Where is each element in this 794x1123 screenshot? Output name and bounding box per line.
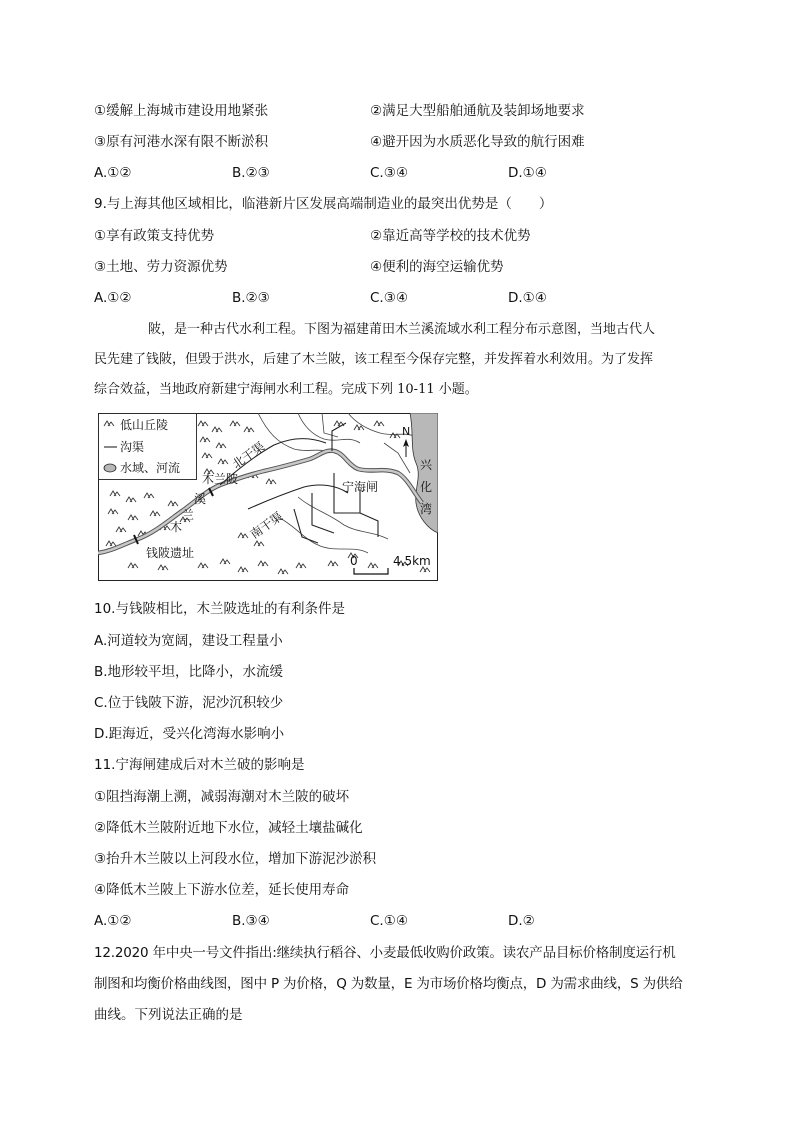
q8-option-3: ③原有河港水深有限不断淤积 bbox=[94, 134, 269, 150]
bay-label-char-1: 兴 bbox=[420, 458, 433, 472]
q9-option-2: ②靠近高等学校的技术优势 bbox=[370, 228, 531, 244]
q8-option-2: ②满足大型船舶通航及装卸场地要求 bbox=[370, 103, 585, 119]
river-label-char-1: 溪 bbox=[194, 492, 207, 506]
ninghai-gate-label: 宁海闸 bbox=[342, 480, 379, 494]
river-label-char-2: 兰 bbox=[182, 508, 195, 522]
bay-label-char-2: 化 bbox=[420, 480, 433, 494]
q9-option-1: ①享有政策支持优势 bbox=[94, 228, 215, 244]
mulan-weir-label: 木兰陂 bbox=[202, 472, 239, 486]
q9-choice-a: A.①② bbox=[94, 290, 132, 306]
river-label-char-3: 木 bbox=[170, 520, 183, 534]
q11-stem: 11.宁海闸建成后对木兰破的影响是 bbox=[94, 757, 305, 773]
q9-choice-d: D.①④ bbox=[508, 290, 547, 306]
q12-line-2: 制图和均衡价格曲线图，图中 P 为价格，Q 为数量，E 为市场价格均衡点，D 为需求曲线，S 为供给 bbox=[94, 976, 683, 992]
q8-choice-b: B.②③ bbox=[232, 165, 270, 181]
q10-option-c: C.位于钱陂下游，泥沙沉积较少 bbox=[94, 695, 284, 711]
legend-water: 水域、河流 bbox=[120, 461, 181, 475]
q10-option-d: D.距海近，受兴化湾海水影响小 bbox=[94, 726, 285, 742]
q11-option-3: ③抬升木兰陂以上河段水位，增加下游泥沙淤积 bbox=[94, 851, 377, 867]
q11-choice-b: B.③④ bbox=[232, 913, 270, 929]
passage-line-2: 民先建了钱陂，但毁于洪水，后建了木兰陂，该工程至今保存完整，并发挥着水利效用。为了发挥 bbox=[94, 352, 654, 367]
svg-text:N: N bbox=[402, 425, 411, 438]
q12-line-1: 12.2020 年中央一号文件指出:继续执行稻谷、小麦最低收购价政策。读农产品目标价格制度运行机 bbox=[94, 945, 676, 961]
q11-choice-c: C.①④ bbox=[370, 913, 408, 929]
q10-option-a: A.河道较为宽阔，建设工程量小 bbox=[94, 633, 283, 649]
q8-choice-a: A.①② bbox=[94, 165, 132, 181]
q10-stem: 10.与钱陂相比，木兰陂选址的有利条件是 bbox=[94, 601, 345, 617]
q11-option-4: ④降低木兰陂上下游水位差，延长使用寿命 bbox=[94, 882, 350, 898]
q11-choice-d: D.② bbox=[508, 913, 535, 929]
q8-option-1: ①缓解上海城市建设用地紧张 bbox=[94, 103, 269, 119]
north-canal-label: 北干渠 bbox=[229, 439, 268, 472]
q9-choice-b: B.②③ bbox=[232, 290, 270, 306]
q8-choice-d: D.①④ bbox=[508, 165, 547, 181]
q9-option-4: ④便利的海空运输优势 bbox=[370, 259, 504, 275]
svg-text:0: 0 bbox=[350, 554, 358, 568]
south-canal-label: 南干渠 bbox=[247, 509, 286, 542]
q11-choice-a: A.①② bbox=[94, 913, 132, 929]
passage-line-3: 综合效益，当地政府新建宁海闸水利工程。完成下列 10-11 小题。 bbox=[94, 382, 478, 397]
map-legend bbox=[99, 414, 197, 480]
q11-option-1: ①阻挡海潮上溯，减弱海潮对木兰陂的破坏 bbox=[94, 789, 350, 805]
qian-weir-label: 钱陂遗址 bbox=[146, 546, 195, 560]
bay-label-char-3: 湾 bbox=[420, 502, 433, 516]
q8-option-4: ④避开因为水质恶化导致的航行困难 bbox=[370, 134, 585, 150]
svg-text:4.5km: 4.5km bbox=[393, 554, 431, 568]
legend-hills: 低山丘陵 bbox=[120, 418, 169, 432]
q11-option-2: ②降低木兰陂附近地下水位，减轻土壤盐碱化 bbox=[94, 820, 363, 836]
q10-option-b: B.地形较平坦，比降小，水流缓 bbox=[94, 664, 284, 680]
passage-line-1: 陂，是一种古代水利工程。下图为福建莆田木兰溪流域水利工程分布示意图，当地古代人 bbox=[148, 322, 656, 337]
q8-choice-c: C.③④ bbox=[370, 165, 408, 181]
legend-canal: 沟渠 bbox=[120, 440, 145, 454]
mulan-river-map bbox=[98, 413, 438, 581]
q9-stem: 9.与上海其他区域相比，临港新片区发展高端制造业的最突出优势是（ ） bbox=[94, 196, 553, 212]
q12-line-3: 曲线。下列说法正确的是 bbox=[94, 1007, 243, 1023]
q9-choice-c: C.③④ bbox=[370, 290, 408, 306]
q9-option-3: ③土地、劳力资源优势 bbox=[94, 259, 228, 275]
